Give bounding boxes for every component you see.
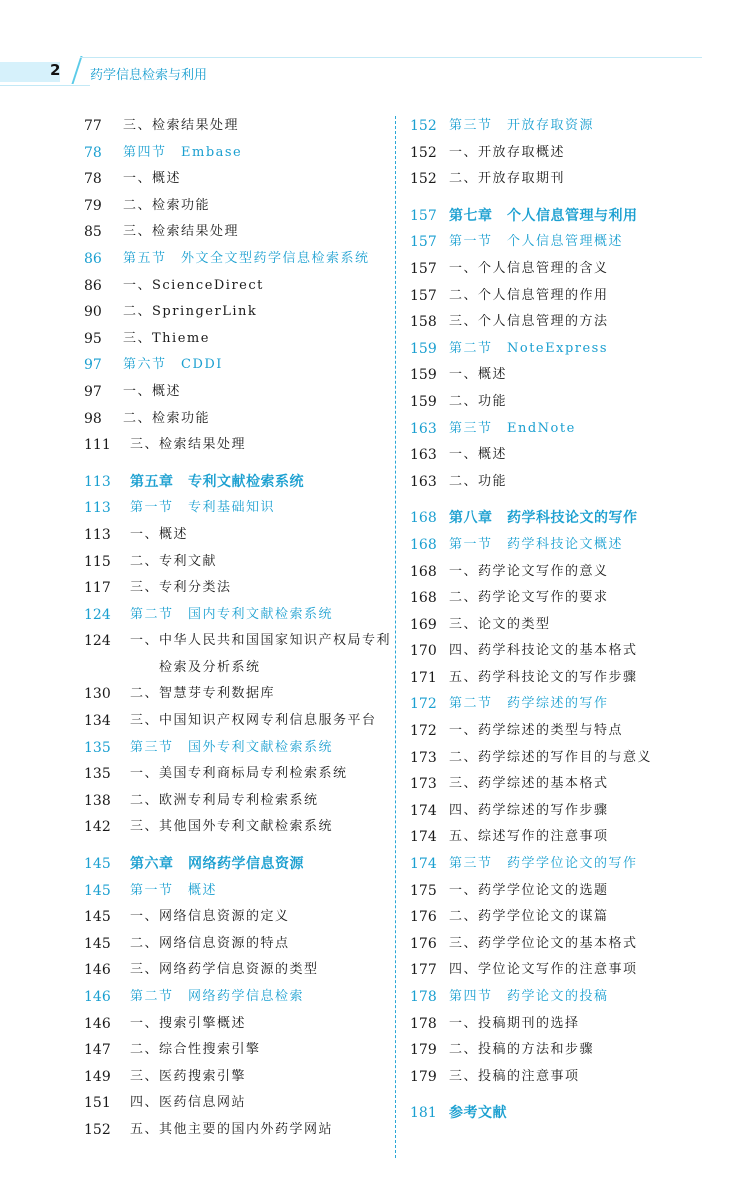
toc-entry — [410, 612, 710, 639]
toc-entry-title: 第六章 网络药学信息资源 — [130, 856, 304, 873]
toc-entry — [410, 362, 710, 389]
toc-entry-title: 一、投稿期刊的选择 — [449, 1015, 580, 1031]
toc-page-number: 77 — [84, 118, 102, 134]
toc-page-number: 158 — [410, 314, 437, 331]
toc-page-number: 145 — [84, 935, 111, 952]
toc-entry — [84, 113, 389, 140]
toc-page-number: 179 — [410, 1042, 437, 1059]
toc-page-number: 134 — [84, 713, 111, 730]
toc-page-number: 151 — [84, 1095, 111, 1112]
toc-page-number: 173 — [410, 776, 437, 793]
toc-entry-title: 四、医药信息网站 — [130, 1095, 247, 1111]
toc-entry — [84, 931, 389, 958]
toc-entry-title: 一、开放存取概述 — [449, 144, 566, 160]
toc-chapter-entry — [410, 505, 710, 532]
toc-page-number: 170 — [410, 643, 437, 660]
toc-entry — [84, 1037, 389, 1064]
toc-page-number: 168 — [410, 590, 437, 607]
toc-entry — [84, 432, 389, 459]
toc-page-number: 111 — [84, 437, 111, 454]
toc-page-number: 138 — [84, 792, 111, 809]
toc-entry-title: 三、检索结果处理 — [123, 224, 240, 240]
toc-entry — [84, 708, 389, 735]
toc-entry-title: 二、药学综述的写作目的与意义 — [449, 749, 653, 765]
toc-page-number: 152 — [410, 118, 437, 134]
toc-page-number: 157 — [410, 234, 437, 251]
toc-entry-title: 第四节 药学论文的投稿 — [449, 989, 609, 1004]
toc-entry — [84, 219, 389, 246]
toc-entry — [84, 406, 389, 433]
page-number: 2 — [50, 61, 61, 79]
toc-page-number: 163 — [410, 447, 437, 464]
toc-page-number: 173 — [410, 749, 437, 766]
toc-entry-title: 三、Thieme — [123, 330, 210, 346]
toc-page-number: 176 — [410, 909, 437, 926]
toc-entry-title: 第二节 NoteExpress — [449, 340, 609, 356]
toc-left-column — [84, 113, 392, 1144]
toc-section-entry — [410, 229, 710, 256]
toc-page-number: 146 — [84, 1015, 111, 1032]
toc-entry — [410, 283, 710, 310]
toc-entry-title: 一、ScienceDirect — [123, 277, 264, 293]
toc-page-number: 174 — [410, 829, 437, 846]
toc-page-number: 145 — [84, 882, 111, 899]
toc-page-number: 177 — [410, 962, 437, 979]
toc-page-number: 172 — [410, 696, 437, 713]
toc-page-number: 159 — [410, 340, 437, 357]
toc-entry — [84, 549, 389, 576]
toc-section-entry — [410, 113, 710, 140]
toc-entry-title: 三、投稿的注意事项 — [449, 1068, 580, 1084]
toc-page-number: 124 — [84, 606, 111, 623]
toc-page-number: 117 — [84, 580, 111, 597]
toc-page-number: 168 — [410, 510, 437, 527]
toc-section-entry — [410, 691, 710, 718]
toc-entry — [410, 1037, 710, 1064]
toc-entry-title: 一、药学综述的类型与特点 — [449, 723, 624, 739]
toc-page-number: 85 — [84, 224, 102, 241]
toc-entry-title: 三、网络药学信息资源的类型 — [130, 962, 319, 978]
toc-section-entry — [410, 416, 710, 443]
toc-entry — [84, 326, 389, 353]
toc-entry — [84, 904, 389, 931]
toc-entry — [84, 761, 389, 788]
toc-entry-title: 第三节 开放存取资源 — [449, 118, 595, 133]
toc-entry — [84, 681, 389, 708]
toc-page-number: 149 — [84, 1068, 111, 1085]
toc-entry — [84, 379, 389, 406]
toc-entry-title: 第三节 国外专利文献检索系统 — [130, 739, 334, 755]
toc-entry — [84, 957, 389, 984]
toc-entry — [84, 1090, 389, 1117]
toc-page-number: 147 — [84, 1042, 111, 1059]
toc-entry — [410, 718, 710, 745]
toc-entry — [410, 166, 710, 193]
toc-page-number: 174 — [410, 802, 437, 819]
toc-chapter-entry — [410, 1100, 710, 1127]
toc-entry-title: 第五章 专利文献检索系统 — [130, 473, 304, 490]
toc-page-number: 146 — [84, 989, 111, 1005]
toc-entry-title: 二、专利文献 — [130, 553, 218, 569]
toc-page-number: 176 — [410, 935, 437, 952]
toc-section-entry — [84, 246, 389, 273]
header-top-rule — [80, 57, 702, 58]
toc-entry — [410, 824, 710, 851]
toc-entry-title: 一、个人信息管理的含义 — [449, 260, 609, 276]
toc-entry-title: 第三节 EndNote — [449, 420, 576, 436]
toc-entry — [410, 1064, 710, 1091]
toc-entry-title: 四、药学科技论文的基本格式 — [449, 643, 638, 659]
toc-entry-title: 三、医药搜索引擎 — [130, 1068, 247, 1084]
toc-entry — [410, 904, 710, 931]
toc-entry-title: 一、概述 — [449, 447, 508, 463]
running-header — [0, 56, 750, 86]
toc-entry-title: 五、其他主要的国内外药学网站 — [130, 1121, 334, 1137]
toc-entry — [84, 1011, 389, 1038]
toc-entry-title: 一、概述 — [449, 367, 508, 383]
toc-chapter-entry — [84, 469, 389, 496]
toc-entry-title: 三、药学学位论文的基本格式 — [449, 935, 638, 951]
toc-page-number: 181 — [410, 1105, 437, 1122]
toc-entry — [84, 299, 389, 326]
toc-page-number: 179 — [410, 1068, 437, 1085]
toc-entry — [84, 814, 389, 841]
toc-chapter-entry — [84, 851, 389, 878]
toc-entry — [410, 665, 710, 692]
toc-entry-title: 二、网络信息资源的特点 — [130, 935, 290, 951]
toc-entry — [410, 256, 710, 283]
toc-page-number: 163 — [410, 473, 437, 490]
toc-page-number: 97 — [84, 357, 102, 374]
toc-entry — [410, 1011, 710, 1038]
toc-entry-title: 一、药学学位论文的选题 — [449, 882, 609, 898]
toc-entry-title: 三、其他国外专利文献检索系统 — [130, 819, 334, 835]
toc-page-number: 175 — [410, 882, 437, 899]
toc-entry-title: 一、美国专利商标局专利检索系统 — [130, 766, 348, 782]
toc-entry-title: 四、药学综述的写作步骤 — [449, 802, 609, 818]
toc-entry-title: 第七章 个人信息管理与利用 — [449, 207, 638, 224]
header-bottom-rule — [0, 85, 90, 86]
toc-entry-title: 二、功能 — [449, 393, 508, 409]
toc-entry-title: 参考文献 — [449, 1105, 507, 1122]
toc-page-number: 169 — [410, 616, 437, 633]
toc-chapter-entry — [410, 203, 710, 230]
toc-entry-title: 五、药学科技论文的写作步骤 — [449, 669, 638, 685]
toc-page-number: 152 — [410, 171, 437, 188]
toc-entry-title: 第一节 个人信息管理概述 — [449, 234, 624, 250]
toc-entry-title: 三、检索结果处理 — [130, 437, 247, 453]
toc-section-entry — [84, 735, 389, 762]
toc-page-number: 97 — [84, 383, 102, 400]
toc-entry-title: 二、药学学位论文的谋篇 — [449, 909, 609, 925]
toc-page-number: 145 — [84, 856, 111, 873]
toc-entry-title: 二、综合性搜索引擎 — [130, 1042, 261, 1058]
column-divider — [395, 116, 396, 1158]
toc-page-number: 168 — [410, 536, 437, 553]
toc-entry-title: 二、投稿的方法和步骤 — [449, 1042, 595, 1058]
toc-entry-title: 第八章 药学科技论文的写作 — [449, 510, 638, 527]
toc-page-number: 142 — [84, 819, 111, 836]
toc-entry-title: 二、个人信息管理的作用 — [449, 287, 609, 303]
toc-entry — [410, 469, 710, 496]
toc-right-column — [410, 113, 710, 1127]
toc-page-number: 157 — [410, 287, 437, 304]
header-slash-decoration — [71, 56, 82, 84]
toc-entry — [410, 559, 710, 586]
toc-entry-title: 一、中华人民共和国国家知识产权局专利 — [130, 633, 392, 649]
toc-entry-title: 一、概述 — [130, 526, 189, 542]
toc-entry — [84, 522, 389, 549]
toc-entry-title: 一、概述 — [123, 383, 182, 399]
toc-entry-title: 第三节 药学学位论文的写作 — [449, 856, 638, 872]
toc-page-number: 168 — [410, 563, 437, 580]
toc-entry-title: 二、智慧芽专利数据库 — [130, 686, 276, 702]
toc-section-entry — [84, 984, 389, 1011]
toc-page-number: 124 — [84, 633, 111, 650]
toc-page-number: 152 — [84, 1121, 111, 1138]
toc-page-number: 113 — [84, 500, 111, 517]
toc-entry-title: 二、检索功能 — [123, 197, 211, 213]
toc-entry-title: 第二节 药学综述的写作 — [449, 696, 609, 712]
toc-entry-title: 一、搜索引擎概述 — [130, 1015, 247, 1031]
toc-entry-title: 第二节 网络药学信息检索 — [130, 989, 305, 1004]
toc-entry-title: 检索及分析系统 — [130, 659, 261, 675]
toc-section-entry — [84, 495, 389, 522]
toc-section-entry — [410, 336, 710, 363]
toc-entry — [84, 1064, 389, 1091]
toc-page-number: 90 — [84, 304, 102, 321]
toc-entry-title: 第五节 外文全文型药学信息检索系统 — [123, 250, 370, 266]
toc-entry-title: 第二节 国内专利文献检索系统 — [130, 606, 334, 622]
toc-entry-title: 二、功能 — [449, 473, 508, 489]
toc-section-entry — [84, 352, 389, 379]
toc-entry — [410, 771, 710, 798]
toc-page-number: 98 — [84, 410, 102, 427]
toc-entry-title: 二、开放存取期刊 — [449, 171, 566, 187]
toc-page-number: 178 — [410, 989, 437, 1005]
toc-entry — [84, 575, 389, 602]
toc-entry-title: 三、论文的类型 — [449, 616, 551, 632]
toc-entry — [84, 788, 389, 815]
toc-page-number: 78 — [84, 144, 102, 161]
toc-page-number: 115 — [84, 553, 111, 570]
toc-page-number: 79 — [84, 197, 102, 214]
toc-page-number: 172 — [410, 723, 437, 740]
toc-entry-title: 第一节 专利基础知识 — [130, 500, 276, 516]
toc-entry — [410, 585, 710, 612]
toc-section-entry — [410, 851, 710, 878]
toc-entry-title: 三、个人信息管理的方法 — [449, 314, 609, 330]
toc-entry-title: 三、专利分类法 — [130, 580, 232, 596]
toc-entry — [84, 273, 389, 300]
toc-section-entry — [84, 602, 389, 629]
toc-entry-title: 五、综述写作的注意事项 — [449, 829, 609, 845]
toc-entry-title: 四、学位论文写作的注意事项 — [449, 962, 638, 978]
toc-page-number: 95 — [84, 330, 102, 347]
toc-page-number: 174 — [410, 856, 437, 873]
toc-entry — [84, 1117, 389, 1144]
toc-page-number: 86 — [84, 277, 102, 294]
toc-section-entry — [410, 984, 710, 1011]
toc-page-number: 86 — [84, 250, 102, 267]
toc-page-number: 159 — [410, 393, 437, 410]
toc-page-number: 113 — [84, 526, 111, 543]
toc-page-number: 146 — [84, 962, 111, 979]
toc-entry-title: 二、检索功能 — [123, 410, 211, 426]
toc-entry-title: 第一节 药学科技论文概述 — [449, 536, 624, 552]
toc-entry — [410, 745, 710, 772]
toc-page-number: 135 — [84, 739, 111, 756]
toc-page-number: 178 — [410, 1015, 437, 1032]
toc-entry-title: 一、药学论文写作的意义 — [449, 563, 609, 579]
toc-page-number: 113 — [84, 473, 111, 490]
toc-entry-title: 一、概述 — [123, 171, 182, 187]
toc-page-number: 171 — [410, 669, 437, 686]
toc-page-number: 78 — [84, 171, 102, 188]
toc-entry-title: 第一节 概述 — [130, 882, 218, 898]
toc-entry — [410, 309, 710, 336]
toc-section-entry — [410, 532, 710, 559]
toc-entry — [410, 389, 710, 416]
toc-page-number: 130 — [84, 686, 111, 703]
toc-page-number: 152 — [410, 144, 437, 161]
book-title: 药学信息检索与利用 — [90, 68, 208, 83]
toc-section-entry — [84, 140, 389, 167]
toc-page-number: 159 — [410, 367, 437, 384]
toc-entry-title: 一、网络信息资源的定义 — [130, 909, 290, 925]
toc-entry — [84, 655, 389, 682]
toc-entry — [84, 193, 389, 220]
toc-page-number: 135 — [84, 766, 111, 783]
toc-entry-title: 三、中国知识产权网专利信息服务平台 — [130, 713, 377, 729]
toc-section-entry — [84, 878, 389, 905]
toc-entry — [410, 878, 710, 905]
toc-entry — [410, 957, 710, 984]
toc-entry-title: 第四节 Embase — [123, 144, 243, 160]
toc-entry — [410, 798, 710, 825]
toc-entry-title: 第六节 CDDI — [123, 357, 223, 373]
toc-page-number: 157 — [410, 260, 437, 277]
toc-entry — [84, 166, 389, 193]
toc-entry — [410, 140, 710, 167]
toc-page-number: 157 — [410, 207, 437, 224]
toc-entry — [410, 931, 710, 958]
toc-entry-title: 三、药学综述的基本格式 — [449, 776, 609, 792]
toc-page-number: 163 — [410, 420, 437, 437]
toc-page-number: 145 — [84, 909, 111, 926]
toc-entry-title: 二、药学论文写作的要求 — [449, 590, 609, 606]
toc-entry — [84, 628, 392, 655]
toc-entry-title: 三、检索结果处理 — [123, 118, 240, 133]
toc-entry — [410, 442, 710, 469]
toc-entry-title: 二、欧洲专利局专利检索系统 — [130, 792, 319, 808]
toc-entry-title: 二、SpringerLink — [123, 304, 258, 320]
toc-entry — [410, 638, 710, 665]
